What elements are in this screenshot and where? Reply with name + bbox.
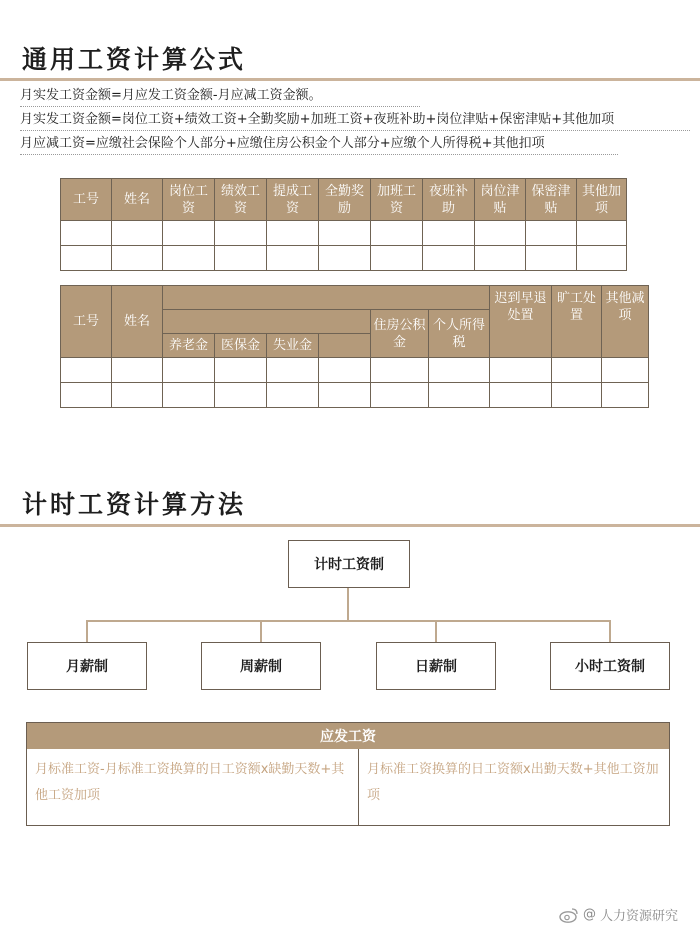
table-cell[interactable] (61, 246, 112, 271)
org-root-box: 计时工资制 (288, 540, 410, 588)
header-cell: 绩效工资 (215, 179, 267, 221)
table-row (61, 358, 649, 383)
table-cell[interactable] (475, 246, 526, 271)
table-cell[interactable] (163, 246, 215, 271)
header-cell: 岗位津贴 (475, 179, 526, 221)
table-cell[interactable] (371, 383, 429, 408)
header-cell-late: 迟到早退处置 (490, 286, 552, 358)
formula-line-1: 月实发工资金额=月应发工资金额-月应减工资金额。 (20, 86, 420, 107)
table-cell[interactable] (526, 246, 577, 271)
watermark: @ 人力资源研究 (559, 905, 678, 924)
table-cell[interactable] (429, 383, 490, 408)
table-cell[interactable] (163, 221, 215, 246)
table-cell[interactable] (490, 358, 552, 383)
payable-wage-table (26, 722, 670, 826)
header-cell-id: 工号 (61, 286, 112, 358)
weibo-icon (559, 907, 579, 923)
table-cell[interactable] (267, 383, 319, 408)
table-cell[interactable] (423, 246, 475, 271)
table-cell[interactable] (267, 246, 319, 271)
header-cell: 工号 (61, 179, 112, 221)
connector-branch (609, 620, 611, 642)
table-cell[interactable] (267, 358, 319, 383)
header-cell-housing: 住房公积金 (371, 310, 429, 358)
formula-line-3: 月应减工资=应缴社会保险个人部分+应缴住房公积金个人部分+应缴个人所得税+其他扣项 (20, 134, 618, 155)
table-cell[interactable] (602, 358, 649, 383)
header-cell-absent: 旷工处置 (552, 286, 602, 358)
table-cell[interactable] (61, 358, 112, 383)
table-cell[interactable] (371, 246, 423, 271)
table-cell[interactable] (112, 246, 163, 271)
table-cell[interactable] (552, 358, 602, 383)
header-cell-tax: 个人所得税 (429, 310, 490, 358)
header-cell: 夜班补助 (423, 179, 475, 221)
table-cell[interactable] (112, 383, 163, 408)
header-cell: 岗位工资 (163, 179, 215, 221)
table-cell[interactable] (61, 383, 112, 408)
org-child-box-daily: 日薪制 (376, 642, 496, 690)
table-cell[interactable] (371, 358, 429, 383)
table-cell[interactable] (602, 383, 649, 408)
table-row (61, 246, 627, 271)
org-child-box-weekly: 周薪制 (201, 642, 321, 690)
table-cell[interactable] (112, 358, 163, 383)
org-child-box-hourly: 小时工资制 (550, 642, 670, 690)
header-cell: 全勤奖励 (319, 179, 371, 221)
table-cell[interactable] (371, 221, 423, 246)
header-cell-other: 其他减项 (602, 286, 649, 358)
formula-cell-right: 月标准工资换算的日工资额x出勤天数+其他工资加项 (367, 762, 659, 803)
additions-table (60, 178, 627, 271)
connector-branch (435, 620, 437, 642)
header-cell: 其他加项 (577, 179, 627, 221)
header-group-blank (163, 286, 490, 310)
connector-horizontal (86, 620, 611, 622)
header-cell: 保密津贴 (526, 179, 577, 221)
header-cell-medical: 医保金 (215, 334, 267, 358)
section-divider (0, 78, 700, 81)
table-cell[interactable] (490, 383, 552, 408)
table-cell[interactable] (475, 221, 526, 246)
formula-cell-left: 月标准工资-月标准工资换算的日工资额x缺勤天数+其他工资加项 (27, 749, 359, 825)
header-cell: 提成工资 (267, 179, 319, 221)
table-cell[interactable] (423, 221, 475, 246)
header-group-insurance (163, 310, 371, 334)
header-cell-blank (319, 334, 371, 358)
header-cell: 姓名 (112, 179, 163, 221)
connector-vertical (347, 588, 349, 621)
section-title-hourly: 计时工资计算方法 (22, 490, 247, 519)
deductions-table (60, 285, 649, 408)
org-child-box-monthly: 月薪制 (27, 642, 147, 690)
header-cell-pension: 养老金 (163, 334, 215, 358)
table-cell[interactable] (429, 358, 490, 383)
table-cell[interactable] (61, 221, 112, 246)
watermark-text: 人力资源研究 (599, 909, 678, 924)
table-cell[interactable] (577, 246, 627, 271)
connector-branch (86, 620, 88, 642)
table-header-row (61, 179, 627, 221)
table-cell[interactable] (215, 221, 267, 246)
table-cell[interactable] (215, 383, 267, 408)
table-cell[interactable] (319, 358, 371, 383)
payable-wage-header: 应发工资 (27, 723, 669, 749)
section-title-general: 通用工资计算公式 (22, 45, 247, 74)
table-cell[interactable] (319, 383, 371, 408)
table-cell[interactable] (267, 221, 319, 246)
table-cell[interactable] (526, 221, 577, 246)
header-cell: 加班工资 (371, 179, 423, 221)
header-cell-unemployment: 失业金 (267, 334, 319, 358)
formula-line-2: 月实发工资金额=岗位工资+绩效工资+全勤奖励+加班工资+夜班补助+岗位津贴+保密津贴+其他加项 (20, 110, 690, 131)
table-cell[interactable] (163, 358, 215, 383)
table-cell[interactable] (552, 383, 602, 408)
table-cell[interactable] (319, 221, 371, 246)
table-row (61, 221, 627, 246)
table-cell[interactable] (215, 246, 267, 271)
connector-branch (260, 620, 262, 642)
header-cell-name: 姓名 (112, 286, 163, 358)
table-cell[interactable] (319, 246, 371, 271)
table-row (61, 383, 649, 408)
table-cell[interactable] (112, 221, 163, 246)
section-divider (0, 524, 700, 527)
table-cell[interactable] (215, 358, 267, 383)
table-cell[interactable] (577, 221, 627, 246)
table-cell[interactable] (163, 383, 215, 408)
